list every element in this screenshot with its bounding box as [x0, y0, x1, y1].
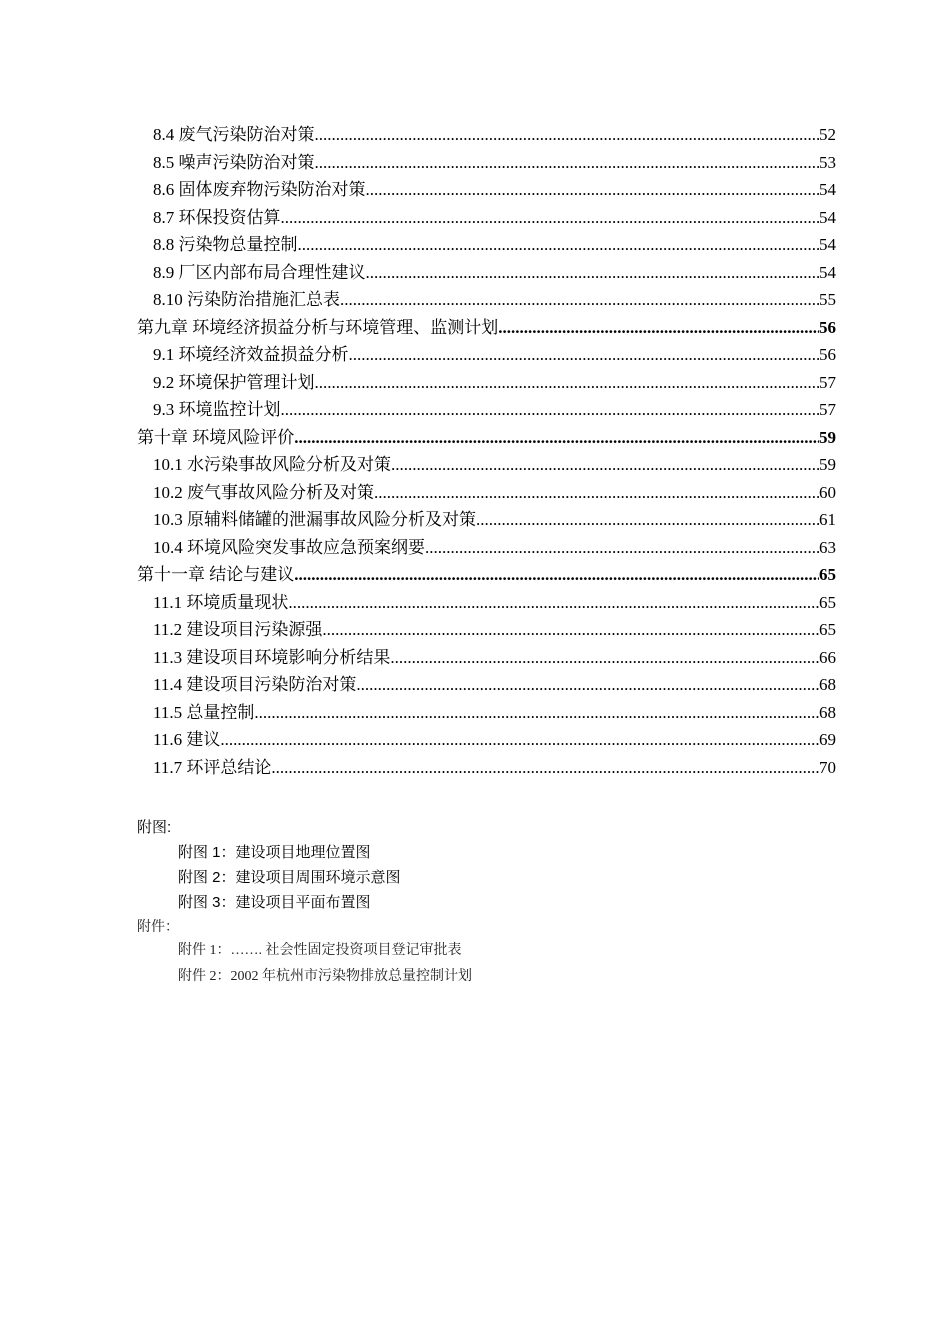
toc-page-number: 65 [819, 565, 836, 584]
toc-page-number: 54 [819, 262, 836, 282]
toc-leader-dots [366, 176, 820, 204]
toc-page-number: 70 [819, 757, 836, 777]
toc-leader-dots [315, 369, 820, 397]
toc-section-entry[interactable] [0, 451, 950, 479]
toc-entry-label: 8.5 噪声污染防治对策 [153, 152, 315, 172]
toc-page-number: 68 [819, 675, 836, 694]
toc-entry-label: 9.2 环境保护管理计划 [153, 372, 315, 392]
toc-leader-dots [281, 396, 820, 424]
toc-leader-dots [294, 561, 819, 589]
toc-entry-label: 第十一章 结论与建议 [137, 565, 295, 584]
toc-entry-label: 11.4 建设项目污染防治对策 [153, 675, 357, 694]
toc-leader-dots [322, 616, 819, 644]
toc-page-number: 54 [819, 207, 836, 227]
toc-leader-dots [340, 286, 819, 314]
toc-section-entry[interactable] [0, 506, 950, 534]
toc-leader-dots [271, 754, 819, 782]
toc-leader-dots [288, 589, 819, 617]
toc-leader-dots [366, 259, 820, 287]
toc-section-entry[interactable] [0, 726, 950, 754]
toc-entry-label: 11.1 环境质量现状 [153, 592, 289, 612]
toc-section-entry[interactable] [0, 754, 950, 782]
toc-section-entry[interactable] [0, 204, 950, 232]
toc-entry-label: 10.2 废气事故风险分析及对策 [153, 482, 374, 502]
toc-section-entry[interactable] [0, 671, 950, 699]
toc-entry-label: 第十章 环境风险评价 [137, 427, 295, 447]
toc-page-number: 68 [819, 702, 836, 722]
attachment-item: 附件 2：2002 年杭州市污染物排放总量控制计划 [178, 969, 472, 984]
toc-chapter-entry[interactable] [0, 561, 950, 589]
toc-leader-dots [391, 451, 819, 479]
toc-entry-label: 11.3 建设项目环境影响分析结果 [153, 647, 391, 667]
toc-leader-dots [315, 121, 820, 149]
toc-leader-dots [356, 671, 819, 699]
toc-page-number: 61 [819, 510, 836, 529]
toc-page-number: 57 [819, 372, 836, 392]
toc-section-entry[interactable] [0, 286, 950, 314]
toc-leader-dots [294, 424, 819, 452]
toc-leader-dots [220, 726, 819, 754]
attachment-item: 附件 1：……. 社会性固定投资项目登记审批表 [178, 943, 462, 958]
figure-item: 附图 1：建设项目地理位置图 [178, 844, 371, 861]
toc-page-number: 56 [819, 317, 836, 337]
toc-page-number: 63 [819, 537, 836, 557]
toc-entry-label: 11.2 建设项目污染源强 [153, 620, 323, 639]
toc-page-number: 65 [819, 620, 836, 639]
toc-section-entry[interactable] [0, 341, 950, 369]
toc-entry-label: 8.8 污染物总量控制 [153, 235, 298, 254]
toc-section-entry[interactable] [0, 259, 950, 287]
toc-chapter-entry[interactable] [0, 314, 950, 342]
toc-entry-label: 8.10 污染防治措施汇总表 [153, 290, 340, 309]
toc-section-entry[interactable] [0, 396, 950, 424]
toc-section-entry[interactable] [0, 616, 950, 644]
toc-section-entry[interactable] [0, 369, 950, 397]
toc-leader-dots [315, 149, 820, 177]
toc-entry-label: 8.7 环保投资估算 [153, 207, 281, 227]
toc-page-number: 55 [819, 290, 836, 309]
toc-chapter-entry[interactable] [0, 424, 950, 452]
toc-leader-dots [298, 231, 820, 259]
toc-page-number: 66 [819, 647, 836, 667]
toc-page-number: 57 [819, 400, 836, 419]
toc-section-entry[interactable] [0, 149, 950, 177]
toc-leader-dots [390, 644, 819, 672]
toc-entry-label: 8.4 废气污染防治对策 [153, 125, 315, 144]
toc-entry-label: 8.6 固体废弃物污染防治对策 [153, 180, 366, 199]
toc-page-number: 65 [819, 592, 836, 612]
toc-leader-dots [254, 699, 819, 727]
toc-page-number: 69 [819, 730, 836, 749]
figure-item: 附图 2：建设项目周围环境示意图 [178, 869, 401, 886]
toc-entry-label: 10.1 水污染事故风险分析及对策 [153, 455, 391, 474]
toc-section-entry[interactable] [0, 176, 950, 204]
table-of-contents [0, 121, 950, 781]
toc-leader-dots [374, 479, 819, 507]
toc-leader-dots [349, 341, 820, 369]
toc-page-number: 53 [819, 152, 836, 172]
figures-heading: 附图: [137, 819, 172, 836]
toc-leader-dots [425, 534, 819, 562]
toc-page-number: 52 [819, 125, 836, 144]
toc-entry-label: 10.3 原辅料储罐的泄漏事故风险分析及对策 [153, 510, 476, 529]
toc-page-number: 60 [819, 482, 836, 502]
toc-page-number: 56 [819, 345, 836, 364]
toc-page-number: 59 [819, 455, 836, 474]
toc-entry-label: 11.6 建议 [153, 730, 221, 749]
toc-section-entry[interactable] [0, 699, 950, 727]
toc-section-entry[interactable] [0, 231, 950, 259]
toc-page-number: 54 [819, 235, 836, 254]
toc-leader-dots [498, 314, 819, 342]
toc-page-number: 59 [819, 427, 836, 447]
toc-section-entry[interactable] [0, 644, 950, 672]
toc-section-entry[interactable] [0, 479, 950, 507]
toc-section-entry[interactable] [0, 121, 950, 149]
toc-entry-label: 9.1 环境经济效益损益分析 [153, 345, 349, 364]
toc-entry-label: 11.5 总量控制 [153, 702, 255, 722]
toc-section-entry[interactable] [0, 534, 950, 562]
toc-leader-dots [281, 204, 820, 232]
toc-entry-label: 8.9 厂区内部布局合理性建议 [153, 262, 366, 282]
toc-entry-label: 11.7 环评总结论 [153, 757, 272, 777]
toc-entry-label: 10.4 环境风险突发事故应急预案纲要 [153, 537, 425, 557]
toc-entry-label: 9.3 环境监控计划 [153, 400, 281, 419]
toc-page-number: 54 [819, 180, 836, 199]
figure-item: 附图 3：建设项目平面布置图 [178, 894, 371, 911]
toc-entry-label: 第九章 环境经济损益分析与环境管理、监测计划 [137, 317, 499, 337]
attachments-heading: 附件： [137, 920, 179, 935]
toc-leader-dots [476, 506, 819, 534]
toc-section-entry[interactable] [0, 589, 950, 617]
